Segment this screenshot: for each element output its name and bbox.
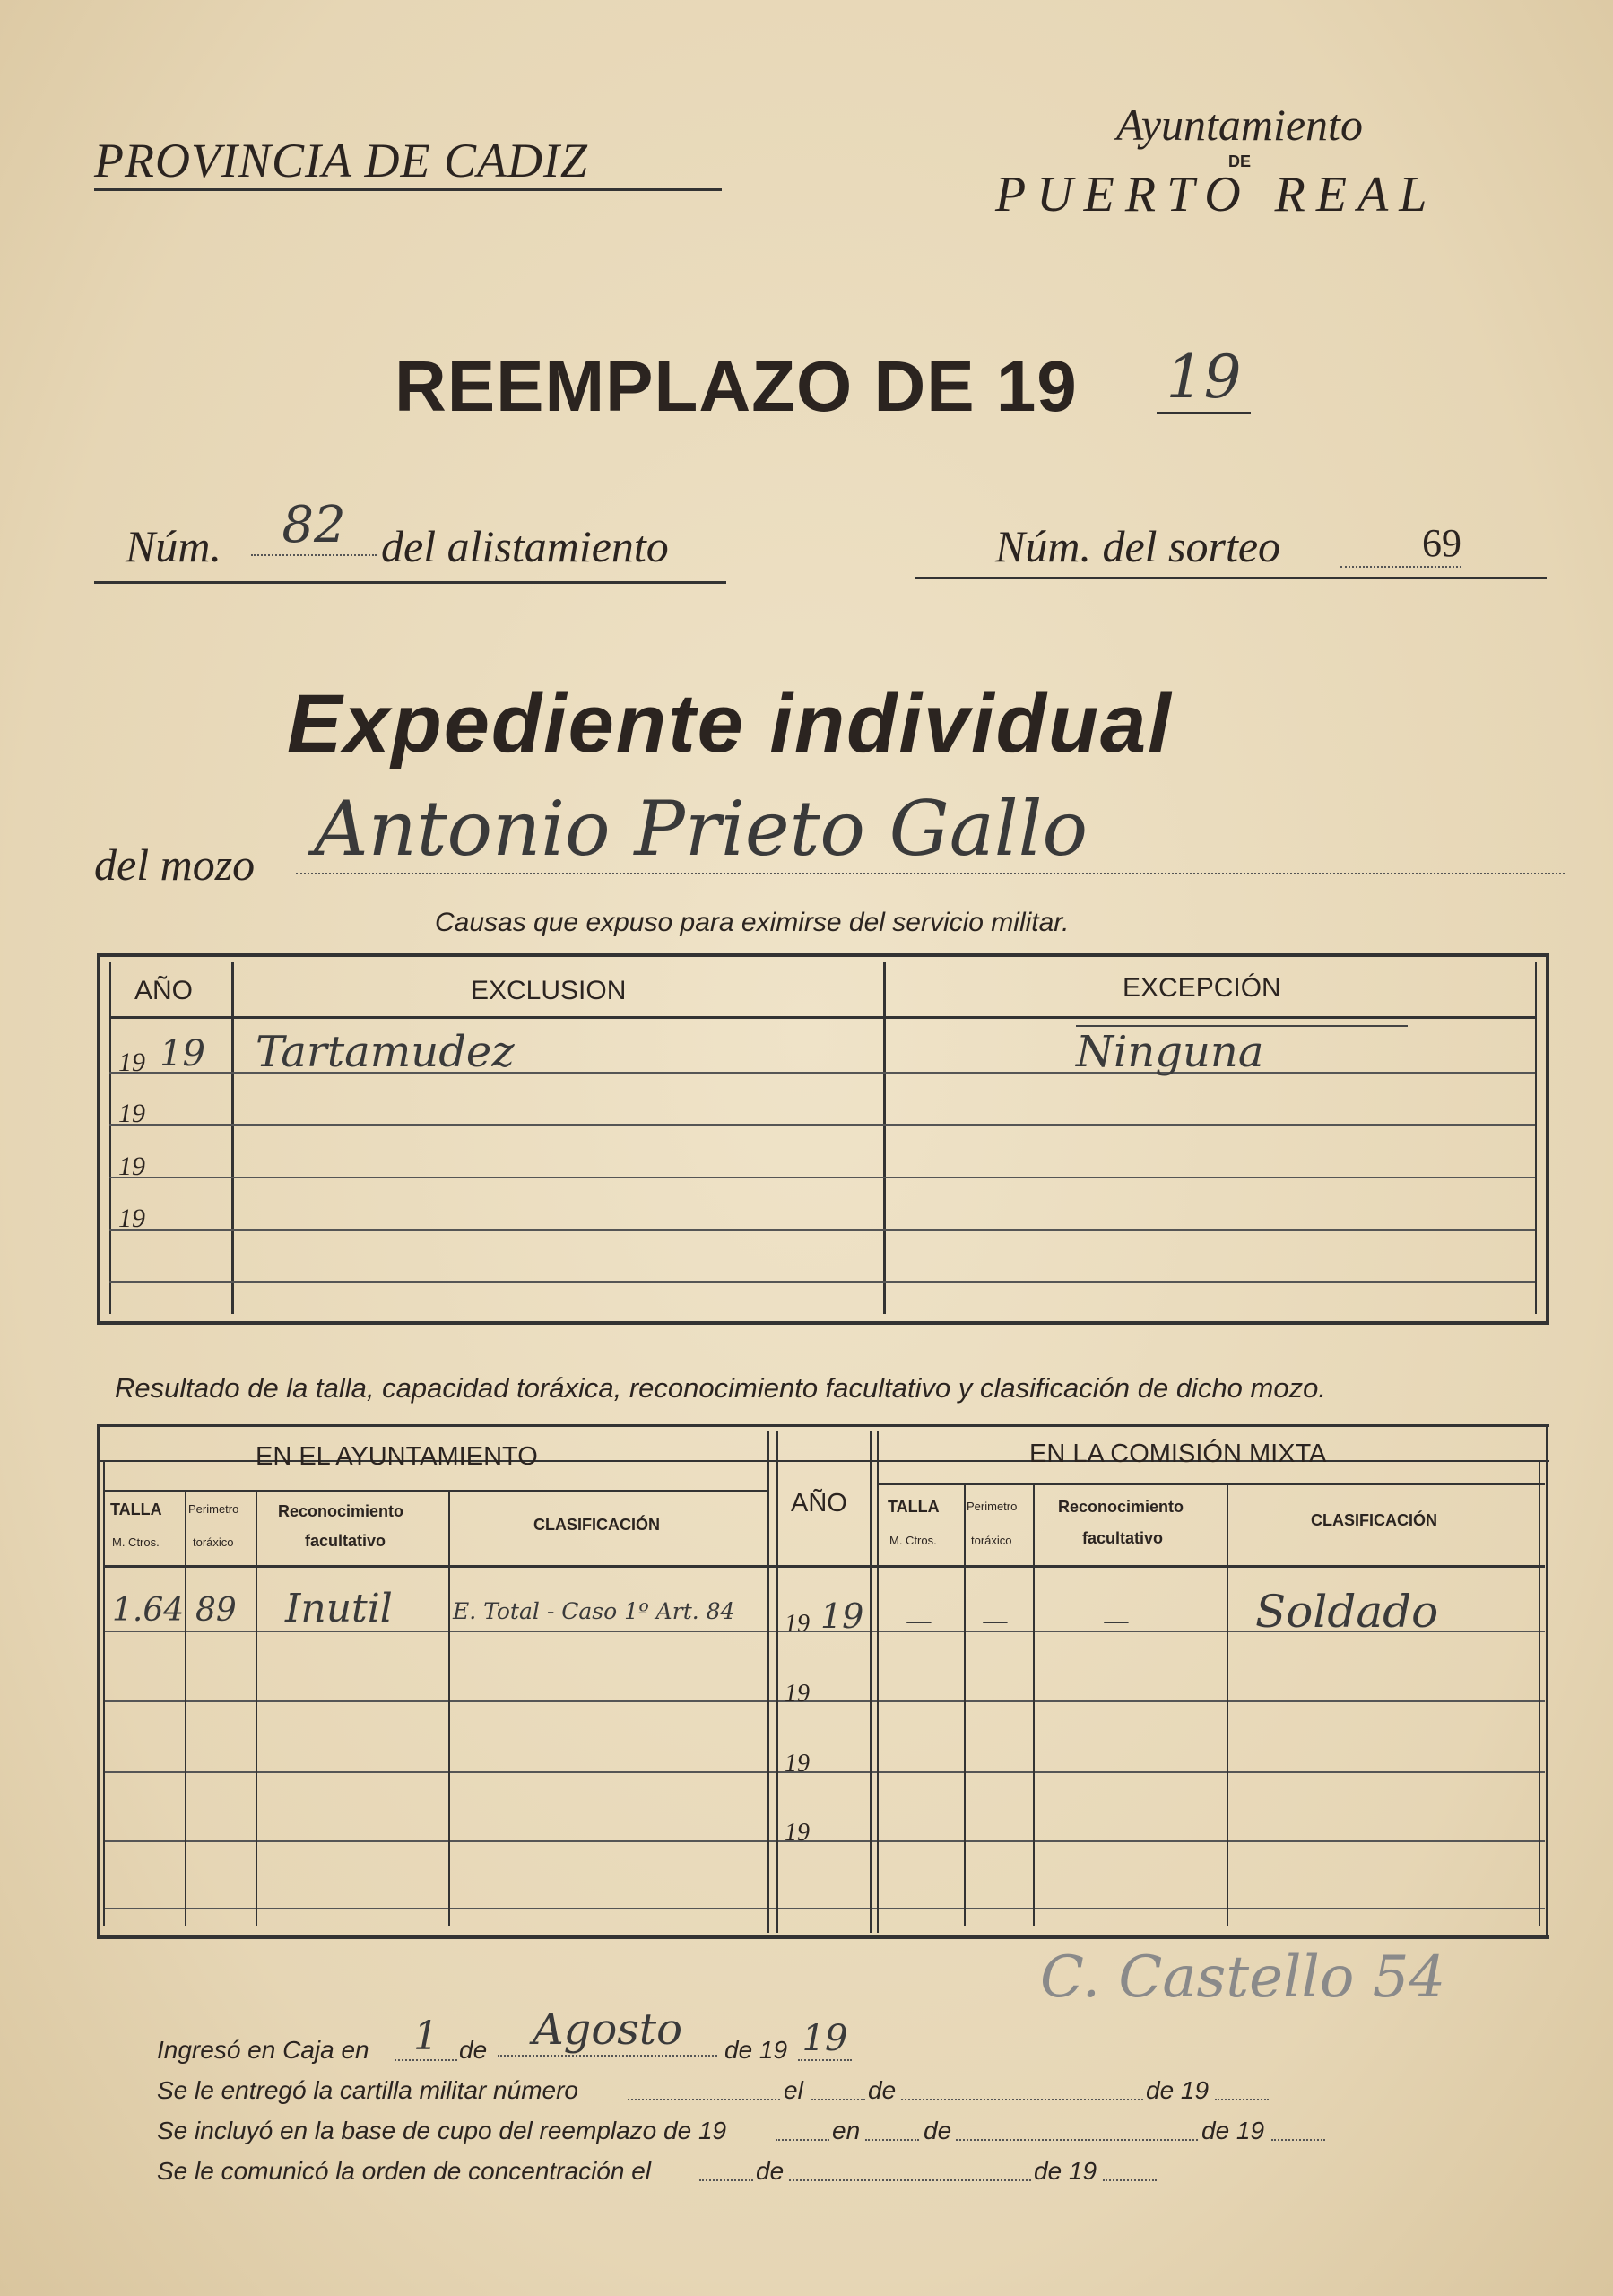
resultado-row-prefix: 19 (785, 1819, 810, 1847)
perimetro-header: Perimetro (188, 1502, 239, 1516)
causas-row-exclusion: Tartamudez (256, 1027, 515, 1077)
c-talla-value: — (906, 1605, 932, 1637)
footer-line1-b: de (459, 2036, 488, 2064)
causas-row-year: 19 (160, 1033, 205, 1074)
sorteo-label: Núm. del sorteo (995, 521, 1281, 571)
reemplazo-title: REEMPLAZO DE 19 (395, 346, 1078, 426)
perimetro-sub: toráxico (193, 1535, 234, 1549)
footer-line3-a: Se incluyó en la base de cupo del reemplazo de 19 (157, 2117, 727, 2144)
causas-header-excepcion: EXCEPCIÓN (1123, 973, 1281, 1003)
footer-line1-year: 19 (798, 2018, 852, 2061)
c-perimetro-header: Perimetro (967, 1500, 1018, 1513)
c-talla-sub: M. Ctros. (889, 1534, 937, 1547)
town-name: PUERTO REAL (995, 167, 1438, 222)
c-talla-header: TALLA (888, 1498, 940, 1516)
c-reconocimiento-header: Reconocimiento (1058, 1498, 1184, 1516)
causas-row-prefix: 19 (118, 1152, 145, 1181)
talla-sub: M. Ctros. (112, 1535, 160, 1549)
ayto-header: EN EL AYUNTAMIENTO (256, 1442, 538, 1471)
c-reconocimiento-sub: facultativo (1082, 1529, 1164, 1547)
c-clasificacion-value: Soldado (1255, 1586, 1439, 1638)
causas-header-exclusion: EXCLUSION (471, 976, 627, 1005)
c-perimetro-value: — (982, 1605, 1009, 1637)
sorteo-value: 69 (1340, 520, 1461, 568)
mozo-label: del mozo (94, 839, 256, 890)
footer-line3-b: en (832, 2117, 861, 2144)
perimetro-value: 89 (195, 1592, 237, 1629)
footer-line3-d: de 19 (1201, 2117, 1265, 2144)
c-clasificacion-header: CLASIFICACIÓN (1311, 1511, 1437, 1529)
causas-header-anio: AÑO (134, 976, 194, 1005)
reconocimiento-sub: facultativo (305, 1532, 386, 1550)
causas-caption: Causas que expuso para eximirse del servicio militar. (435, 908, 1070, 937)
de-label: DE (1228, 152, 1252, 170)
causas-row-prefix: 19 (118, 1048, 145, 1077)
alistamiento-label: del alistamiento (381, 521, 669, 571)
expediente-title: Expediente individual (287, 678, 1173, 770)
num-label: Núm. (126, 521, 221, 571)
resultado-row-prefix: 19 (785, 1680, 810, 1708)
reemplazo-year-hand: 19 (1157, 343, 1251, 414)
comision-header: EN LA COMISIÓN MIXTA (1029, 1439, 1327, 1468)
causas-row-excepcion: Ninguna (1076, 1025, 1408, 1077)
footer-line1-day: 1 (395, 2013, 457, 2061)
province-title: PROVINCIA DE CADIZ (94, 133, 722, 191)
footer-line2-c: de (868, 2076, 897, 2104)
causas-row-prefix: 19 (118, 1099, 145, 1128)
footer-line4-b: de (756, 2157, 785, 2185)
resultado-row-year: 19 (820, 1596, 864, 1636)
footer-line4-a: Se le comunicó la orden de concentración el (157, 2157, 652, 2185)
ayuntamiento-label: Ayuntamiento (1116, 100, 1363, 150)
reconocimiento-header: Reconocimiento (278, 1502, 404, 1520)
footer-line2-a: Se le entregó la cartilla militar número (157, 2076, 578, 2104)
footer-line2-b: el (784, 2076, 803, 2104)
margin-note: C. Castello 54 (1040, 1944, 1446, 2011)
causas-row-prefix: 19 (118, 1204, 145, 1233)
footer-line2-d: de 19 (1146, 2076, 1210, 2104)
footer-line4-c: de 19 (1034, 2157, 1097, 2185)
mozo-name: Antonio Prieto Gallo (296, 785, 1565, 874)
footer-line3-c: de (924, 2117, 952, 2144)
resultado-caption: Resultado de la talla, capacidad toráxica, reconocimiento facultativo y clasificación de dicho mozo. (115, 1372, 1326, 1404)
footer-line1-c: de 19 (724, 2036, 788, 2064)
clasificacion-header: CLASIFICACIÓN (533, 1516, 660, 1534)
footer-line1-month: Agosto (498, 2005, 717, 2057)
resultado-row-prefix: 19 (785, 1610, 810, 1638)
talla-header: TALLA (110, 1500, 162, 1518)
c-perimetro-sub: toráxico (971, 1534, 1012, 1547)
reconocimiento-value: Inutil (285, 1586, 393, 1631)
footer-line1-a: Ingresó en Caja en (157, 2036, 369, 2064)
resultado-row-prefix: 19 (785, 1750, 810, 1778)
talla-value: 1.64 (112, 1592, 185, 1629)
clasificacion-value: E. Total - Caso 1º Art. 84 (453, 1598, 735, 1624)
anio-header: AÑO (791, 1489, 847, 1518)
c-reconocimiento-value: — (1103, 1605, 1130, 1637)
num-alistamiento-value: 82 (251, 496, 377, 556)
